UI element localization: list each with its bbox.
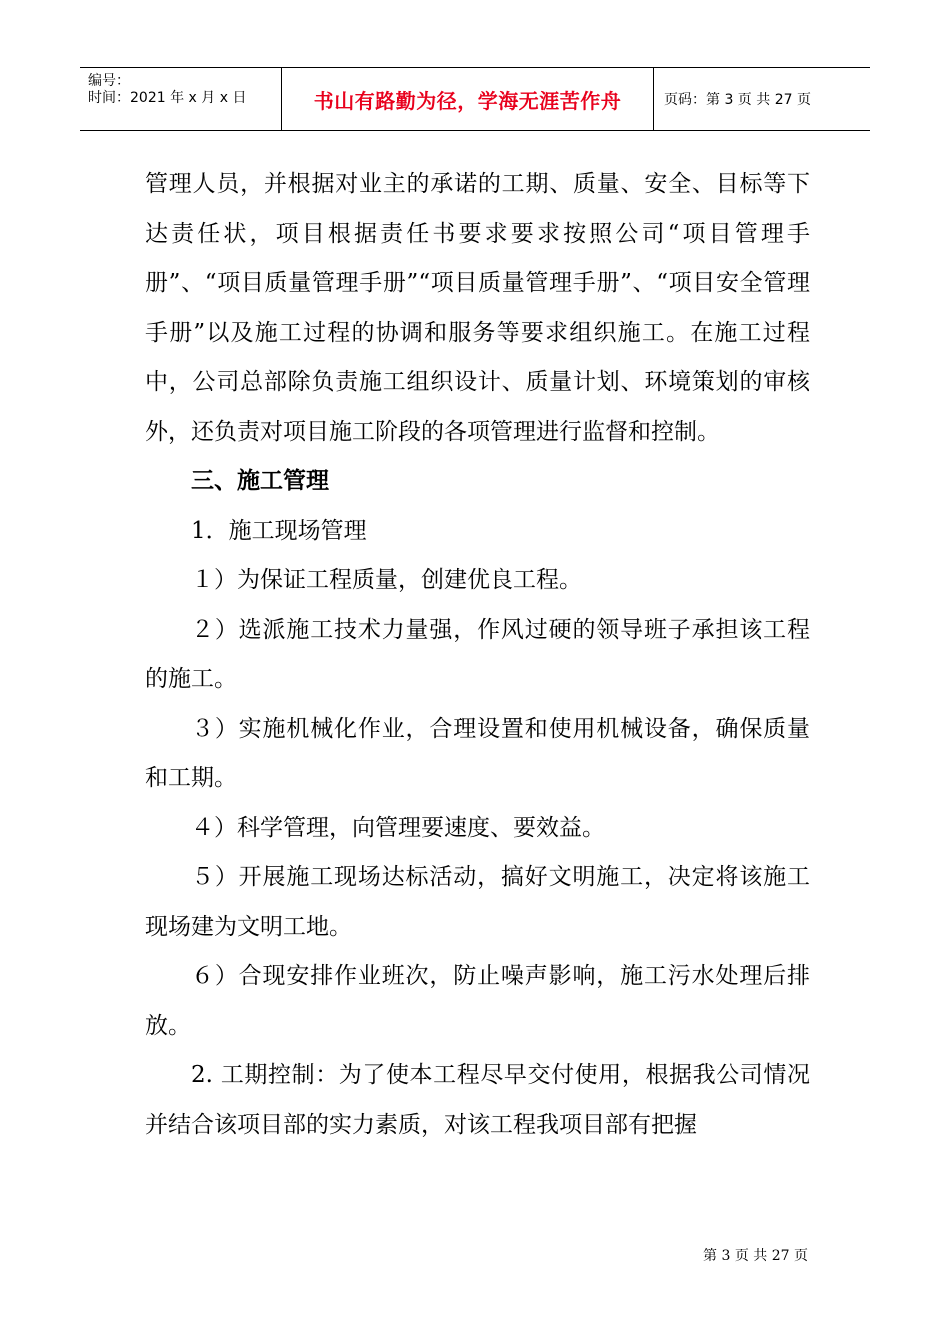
- list-item-1: １）为保证工程质量，创建优良工程。: [191, 567, 582, 593]
- subsection-title: 1．施工现场管理: [191, 517, 367, 544]
- header-motto: 书山有路勤为径，学海无涯苦作舟: [282, 68, 654, 130]
- list-item-6: ６）合现安排作业班次，防止噪声影响，施工污水处理后排放。: [145, 963, 810, 1039]
- list-item-3: ３）实施机械化作业，合理设置和使用机械设备，确保质量和工期。: [145, 715, 810, 791]
- document-number-label: 编号：: [88, 73, 130, 89]
- header-meta: [80, 68, 282, 130]
- page-header: [80, 67, 870, 131]
- list-item-4: ４）科学管理，向管理要速度、要效益。: [191, 814, 605, 841]
- paragraph-management: 管理人员，并根据对业主的承诺的工期、质量、安全、目标等下达责任状，项目根据责任书要求要求按照公司“项目管理手册”、“项目质量管理手册”“项目质量管理手册”、“项目安全管理手册”以及施工过程的协调和服务等要求组织施工。在施工过程中，公司总部除负责施工组织设计、质量计划、环境策划的审核外，还负责对项目施工阶段的各项管理进行监督和控制。: [145, 171, 810, 445]
- page-footer: 第 3 页 共 27 页: [703, 1248, 808, 1264]
- header-page-number: 页码：第 3 页 共 27 页: [664, 92, 811, 108]
- paragraph-schedule-control: 2. 工期控制：为了使本工程尽早交付使用，根据我公司情况并结合该项目部的实力素质，对该工程我项目部有把握: [145, 1062, 810, 1138]
- list-item-5: ５）开展施工现场达标活动，搞好文明施工，决定将该施工现场建为文明工地。: [145, 864, 810, 940]
- document-date: 时间：2021 年 x 月 x 日: [88, 90, 247, 106]
- document-body: [145, 160, 810, 1150]
- list-item-2: ２）选派施工技术力量强，作风过硬的领导班子承担该工程的施工。: [145, 616, 810, 692]
- section-heading: 三、施工管理: [191, 468, 329, 494]
